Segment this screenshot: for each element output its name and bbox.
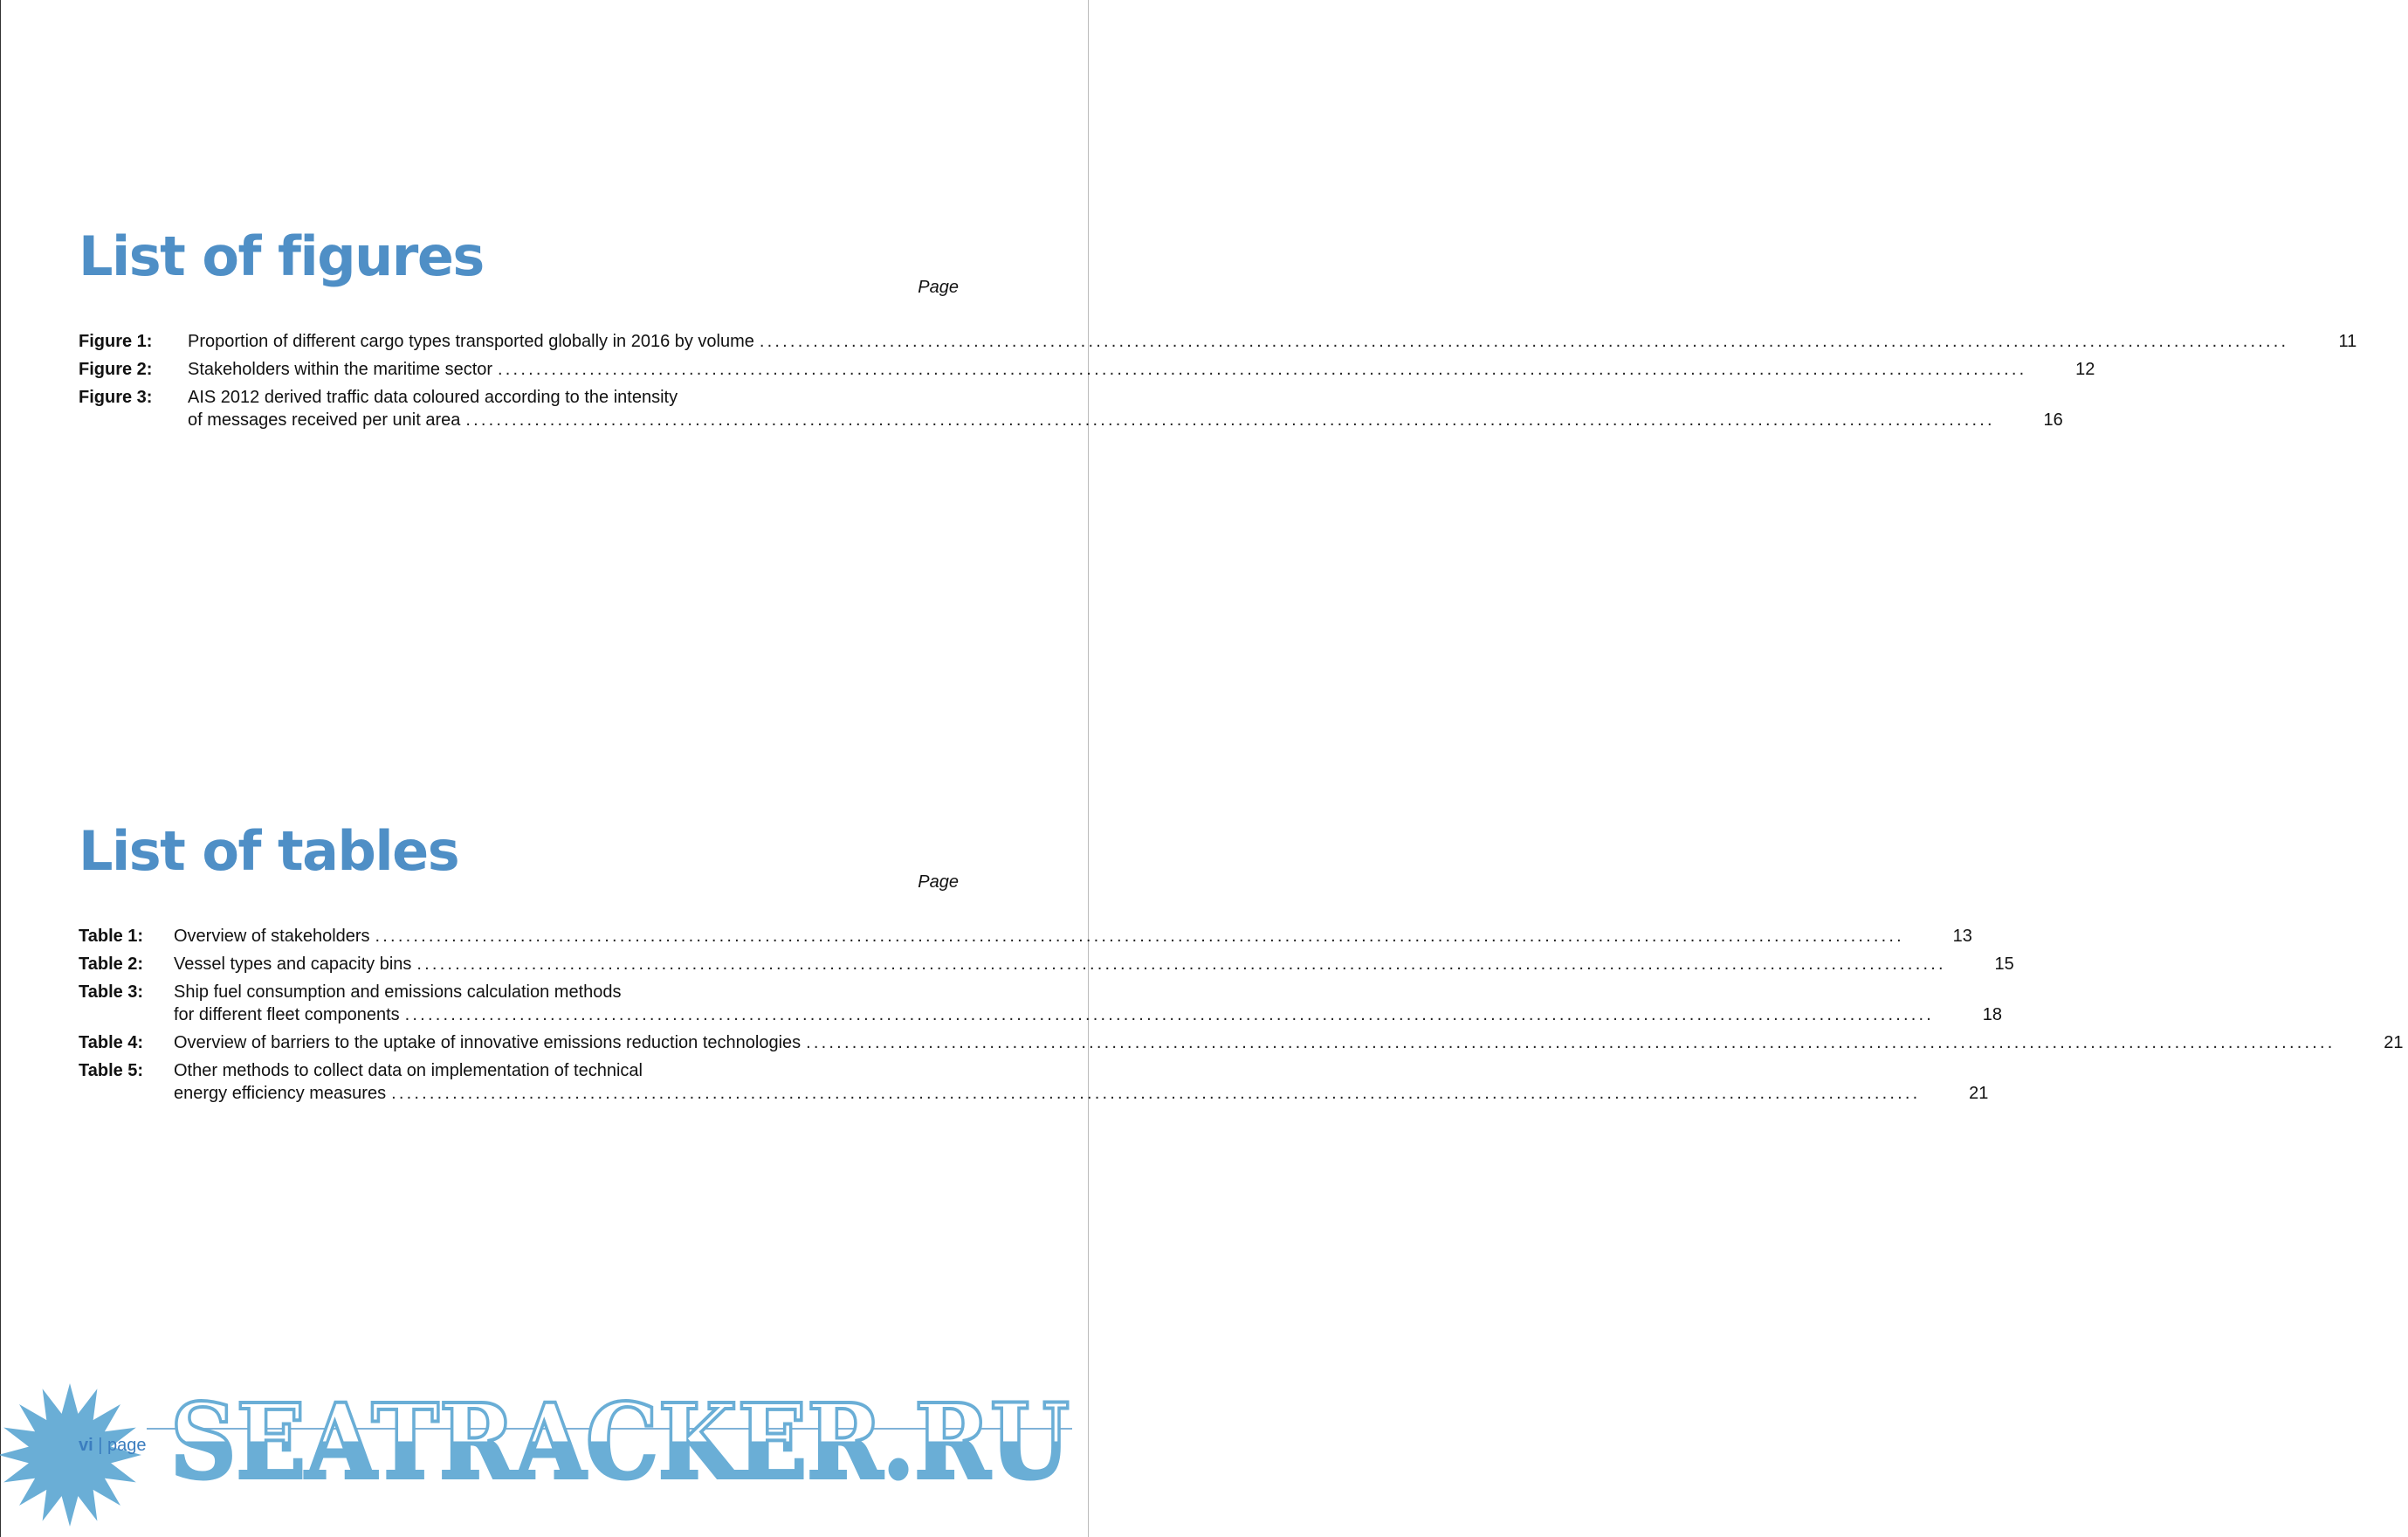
dot-leader: ........................................................................................................................................................................................................ — [416, 955, 1946, 974]
entry-leader-line — [188, 330, 2362, 353]
entry-page-number[interactable]: 21 — [2384, 1033, 2404, 1052]
entry-body — [174, 1031, 2408, 1054]
entry-body — [174, 981, 2007, 1026]
list-entry — [79, 330, 2357, 353]
entry-label: Figure 3: — [79, 388, 153, 407]
entry-title: of messages received per unit area — [188, 410, 461, 430]
entry-body — [174, 1059, 1993, 1105]
dot-leader: ........................................................................................................................................................................................................ — [759, 332, 2289, 351]
entry-leader-line — [174, 953, 2019, 975]
roman-page-number: vi — [79, 1436, 93, 1455]
entry-text-line: Ship fuel consumption and emissions calculation methods — [174, 982, 622, 1002]
dot-leader: ........................................................................................................................................................................................................ — [806, 1033, 2336, 1052]
entry-title: Overview of stakeholders — [174, 927, 370, 946]
dot-leader: ........................................................................................................................................................................................................ — [404, 1005, 1934, 1024]
tables-page-column-label: Page — [918, 872, 959, 892]
entry-body — [174, 953, 2019, 975]
entry-label: Table 2: — [79, 955, 144, 974]
entry-title: Stakeholders within the maritime sector — [188, 360, 493, 379]
entry-title: Vessel types and capacity bins — [174, 955, 412, 974]
entry-text-line: AIS 2012 derived traffic data coloured according to the intensity — [188, 388, 678, 407]
footer-separator: | — [98, 1436, 103, 1455]
list-entry — [79, 386, 2063, 431]
entry-leader-line — [174, 925, 1978, 948]
entry-leader-line — [174, 1082, 1993, 1105]
footer-page-number — [79, 1436, 147, 1456]
figures-entries — [79, 330, 2357, 431]
list-entry — [79, 1059, 1989, 1105]
footer-page-word: page — [107, 1436, 147, 1455]
entry-leader-line — [188, 358, 2100, 381]
entry-text-line: Other methods to collect data on implementation of technical — [174, 1061, 643, 1080]
dot-leader: ........................................................................................................................................................................................................ — [498, 360, 2027, 379]
entry-title: Proportion of different cargo types transported globally in 2016 by volume — [188, 332, 754, 351]
entry-leader-line — [174, 1003, 2007, 1026]
list-entry — [79, 981, 2002, 1026]
entry-page-number[interactable]: 11 — [2338, 332, 2357, 351]
dot-leader: ........................................................................................................................................................................................................ — [391, 1084, 1921, 1103]
entry-label: Table 1: — [79, 927, 144, 946]
entry-body — [174, 925, 1978, 948]
dot-leader: ........................................................................................................................................................................................................ — [465, 410, 1995, 430]
entry-label: Table 4: — [79, 1033, 144, 1052]
tables-entries — [79, 925, 2404, 1105]
entry-page-number[interactable]: 12 — [2075, 360, 2095, 379]
list-entry — [79, 925, 1972, 948]
figures-page-column-label: Page — [918, 278, 959, 297]
entry-title: Overview of barriers to the uptake of innovative emissions reduction technologies — [174, 1033, 802, 1052]
entry-label: Figure 1: — [79, 332, 153, 351]
page-footer — [0, 1369, 1090, 1537]
list-of-tables-section — [79, 818, 2404, 1110]
entry-leader-line — [174, 1031, 2408, 1054]
entry-title: energy efficiency measures — [174, 1084, 387, 1103]
entry-label: Table 3: — [79, 982, 144, 1002]
list-of-figures-section — [79, 224, 2357, 437]
entry-leader-line — [188, 409, 2068, 431]
entry-body — [188, 330, 2362, 353]
list-entry — [79, 358, 2095, 381]
list-of-figures-heading: List of figures — [79, 224, 484, 288]
seatracker-watermark-logo — [170, 1381, 1078, 1502]
entry-page-number[interactable]: 18 — [1982, 1005, 2002, 1024]
entry-page-number[interactable]: 13 — [1952, 927, 1972, 946]
entry-label: Figure 2: — [79, 360, 153, 379]
entry-body — [188, 358, 2100, 381]
dot-leader: ........................................................................................................................................................................................................ — [375, 927, 1904, 946]
sunburst-logo-icon — [0, 1378, 166, 1535]
watermark-text: SEATRACKER.RU — [170, 1381, 1070, 1502]
entry-body — [188, 386, 2068, 431]
entry-title: for different fleet components — [174, 1005, 400, 1024]
list-entry — [79, 1031, 2404, 1054]
list-of-tables-heading: List of tables — [79, 819, 459, 883]
entry-page-number[interactable]: 16 — [2043, 410, 2063, 430]
entry-page-number[interactable]: 21 — [1969, 1084, 1989, 1103]
entry-label: Table 5: — [79, 1061, 144, 1080]
entry-page-number[interactable]: 15 — [1994, 955, 2014, 974]
list-entry — [79, 953, 2014, 975]
